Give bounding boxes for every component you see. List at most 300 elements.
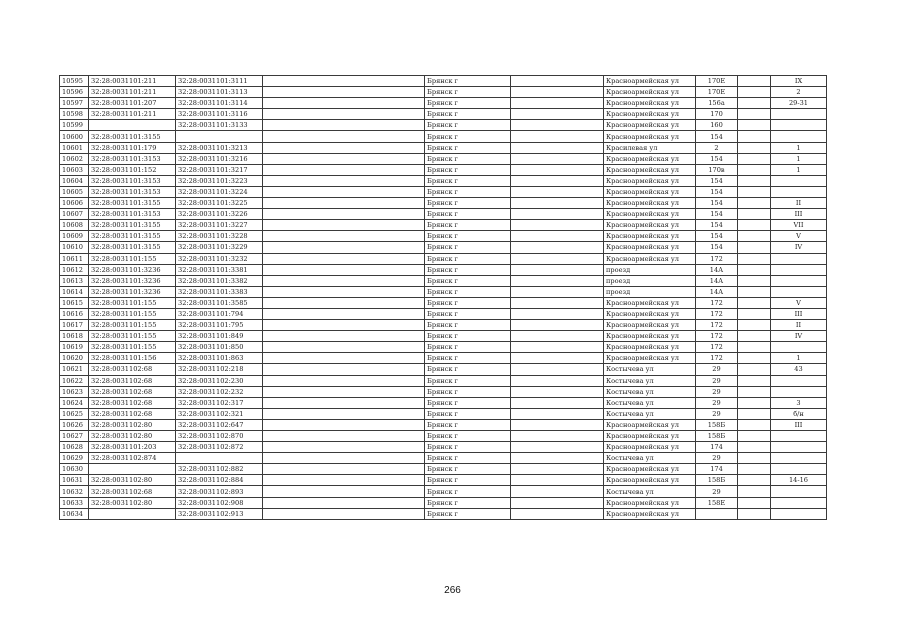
object-cadastral-number-cell: 32:28:0031102:884	[176, 475, 263, 486]
empty-cell-cell	[263, 87, 425, 98]
house-number-cell: 172	[696, 320, 738, 331]
empty-cell-cell	[263, 209, 425, 220]
empty-cell-cell	[263, 131, 425, 142]
street-cell: Красноармейская ул	[604, 109, 696, 120]
empty-cell-cell	[263, 242, 425, 253]
empty-cell-cell	[738, 186, 771, 197]
empty-cell-cell	[263, 153, 425, 164]
street-cell: Красноармейская ул	[604, 320, 696, 331]
apartment-number-cell	[771, 286, 827, 297]
empty-cell-cell	[738, 76, 771, 87]
apartment-number-cell: 29-31	[771, 98, 827, 109]
object-cadastral-number-cell: 32:28:0031102:647	[176, 419, 263, 430]
parcel-cadastral-number-cell: 32:28:0031101:3155	[89, 231, 176, 242]
object-cadastral-number-cell: 32:28:0031102:870	[176, 431, 263, 442]
table-row	[60, 164, 827, 175]
apartment-number-cell	[771, 442, 827, 453]
empty-cell-cell	[738, 308, 771, 319]
object-cadastral-number-cell: 32:28:0031101:3225	[176, 198, 263, 209]
apartment-number-cell: 2	[771, 87, 827, 98]
empty-cell-cell	[511, 186, 604, 197]
empty-cell-cell	[511, 475, 604, 486]
table-row	[60, 253, 827, 264]
parcel-cadastral-number-cell: 32:28:0031101:3155	[89, 198, 176, 209]
object-cadastral-number-cell: 32:28:0031101:863	[176, 353, 263, 364]
empty-cell-cell	[263, 198, 425, 209]
parcel-cadastral-number-cell: 32:28:0031101:156	[89, 353, 176, 364]
house-number-cell: 172	[696, 353, 738, 364]
parcel-cadastral-number-cell: 32:28:0031102:68	[89, 375, 176, 386]
street-cell: Красноармейская ул	[604, 508, 696, 519]
parcel-cadastral-number-cell: 32:28:0031101:155	[89, 308, 176, 319]
empty-cell-cell	[511, 353, 604, 364]
apartment-number-cell: III	[771, 419, 827, 430]
empty-cell-cell	[511, 264, 604, 275]
row-number-cell: 10601	[60, 142, 89, 153]
city-cell: Брянск г	[425, 209, 511, 220]
object-cadastral-number-cell: 32:28:0031101:3227	[176, 220, 263, 231]
register-table-body	[60, 76, 827, 520]
table-row	[60, 497, 827, 508]
parcel-cadastral-number-cell: 32:28:0031102:68	[89, 486, 176, 497]
house-number-cell: 154	[696, 186, 738, 197]
object-cadastral-number-cell: 32:28:0031101:3232	[176, 253, 263, 264]
table-row	[60, 142, 827, 153]
empty-cell-cell	[511, 375, 604, 386]
empty-cell-cell	[738, 442, 771, 453]
table-row	[60, 198, 827, 209]
house-number-cell	[696, 508, 738, 519]
row-number-cell: 10618	[60, 331, 89, 342]
apartment-number-cell: III	[771, 308, 827, 319]
empty-cell-cell	[263, 364, 425, 375]
empty-cell-cell	[511, 419, 604, 430]
parcel-cadastral-number-cell	[89, 508, 176, 519]
object-cadastral-number-cell: 32:28:0031101:3226	[176, 209, 263, 220]
empty-cell-cell	[511, 408, 604, 419]
row-number-cell: 10631	[60, 475, 89, 486]
object-cadastral-number-cell	[176, 453, 263, 464]
row-number-cell: 10615	[60, 297, 89, 308]
empty-cell-cell	[738, 475, 771, 486]
table-row	[60, 186, 827, 197]
city-cell: Брянск г	[425, 198, 511, 209]
object-cadastral-number-cell: 32:28:0031101:3111	[176, 76, 263, 87]
table-row	[60, 175, 827, 186]
city-cell: Брянск г	[425, 419, 511, 430]
empty-cell-cell	[738, 209, 771, 220]
empty-cell-cell	[511, 397, 604, 408]
row-number-cell: 10628	[60, 442, 89, 453]
empty-cell-cell	[511, 209, 604, 220]
street-cell: Красноармейская ул	[604, 497, 696, 508]
apartment-number-cell: V	[771, 297, 827, 308]
empty-cell-cell	[738, 87, 771, 98]
city-cell: Брянск г	[425, 297, 511, 308]
house-number-cell: 170в	[696, 164, 738, 175]
city-cell: Брянск г	[425, 253, 511, 264]
empty-cell-cell	[738, 264, 771, 275]
empty-cell-cell	[511, 286, 604, 297]
empty-cell-cell	[263, 76, 425, 87]
table-row	[60, 87, 827, 98]
table-row	[60, 408, 827, 419]
empty-cell-cell	[511, 431, 604, 442]
city-cell: Брянск г	[425, 386, 511, 397]
table-row	[60, 475, 827, 486]
apartment-number-cell	[771, 486, 827, 497]
house-number-cell: 158Б	[696, 475, 738, 486]
empty-cell-cell	[263, 453, 425, 464]
apartment-number-cell	[771, 175, 827, 186]
empty-cell-cell	[511, 453, 604, 464]
street-cell: Красноармейская ул	[604, 120, 696, 131]
empty-cell-cell	[263, 475, 425, 486]
house-number-cell: 14А	[696, 264, 738, 275]
table-row	[60, 131, 827, 142]
object-cadastral-number-cell: 32:28:0031102:872	[176, 442, 263, 453]
apartment-number-cell	[771, 431, 827, 442]
empty-cell-cell	[511, 231, 604, 242]
empty-cell-cell	[738, 508, 771, 519]
empty-cell-cell	[738, 419, 771, 430]
empty-cell-cell	[263, 419, 425, 430]
empty-cell-cell	[738, 320, 771, 331]
parcel-cadastral-number-cell: 32:28:0031101:3153	[89, 153, 176, 164]
apartment-number-cell	[771, 131, 827, 142]
empty-cell-cell	[263, 164, 425, 175]
empty-cell-cell	[511, 497, 604, 508]
row-number-cell: 10623	[60, 386, 89, 397]
row-number-cell: 10597	[60, 98, 89, 109]
apartment-number-cell	[771, 275, 827, 286]
city-cell: Брянск г	[425, 175, 511, 186]
empty-cell-cell	[738, 408, 771, 419]
street-cell: Красноармейская ул	[604, 431, 696, 442]
object-cadastral-number-cell: 32:28:0031101:3224	[176, 186, 263, 197]
parcel-cadastral-number-cell: 32:28:0031102:80	[89, 475, 176, 486]
row-number-cell: 10598	[60, 109, 89, 120]
city-cell: Брянск г	[425, 76, 511, 87]
empty-cell-cell	[511, 175, 604, 186]
city-cell: Брянск г	[425, 320, 511, 331]
house-number-cell: 172	[696, 342, 738, 353]
object-cadastral-number-cell: 32:28:0031102:893	[176, 486, 263, 497]
house-number-cell: 2	[696, 142, 738, 153]
row-number-cell: 10606	[60, 198, 89, 209]
object-cadastral-number-cell: 32:28:0031101:3383	[176, 286, 263, 297]
apartment-number-cell	[771, 120, 827, 131]
parcel-cadastral-number-cell: 32:28:0031102:80	[89, 419, 176, 430]
table-row	[60, 386, 827, 397]
apartment-number-cell	[771, 464, 827, 475]
street-cell: проезд	[604, 286, 696, 297]
parcel-cadastral-number-cell: 32:28:0031101:3155	[89, 131, 176, 142]
row-number-cell: 10607	[60, 209, 89, 220]
empty-cell-cell	[511, 464, 604, 475]
empty-cell-cell	[263, 386, 425, 397]
object-cadastral-number-cell: 32:28:0031101:3216	[176, 153, 263, 164]
street-cell: Красноармейская ул	[604, 153, 696, 164]
object-cadastral-number-cell: 32:28:0031102:230	[176, 375, 263, 386]
empty-cell-cell	[738, 397, 771, 408]
empty-cell-cell	[738, 353, 771, 364]
row-number-cell: 10608	[60, 220, 89, 231]
object-cadastral-number-cell	[176, 131, 263, 142]
parcel-cadastral-number-cell: 32:28:0031101:155	[89, 320, 176, 331]
row-number-cell: 10630	[60, 464, 89, 475]
city-cell: Брянск г	[425, 109, 511, 120]
house-number-cell: 156а	[696, 98, 738, 109]
street-cell: Костычева ул	[604, 386, 696, 397]
apartment-number-cell: IX	[771, 76, 827, 87]
house-number-cell: 29	[696, 397, 738, 408]
apartment-number-cell	[771, 453, 827, 464]
empty-cell-cell	[263, 175, 425, 186]
city-cell: Брянск г	[425, 364, 511, 375]
empty-cell-cell	[738, 453, 771, 464]
row-number-cell: 10603	[60, 164, 89, 175]
empty-cell-cell	[738, 275, 771, 286]
street-cell: Костычева ул	[604, 453, 696, 464]
empty-cell-cell	[511, 508, 604, 519]
empty-cell-cell	[738, 198, 771, 209]
table-row	[60, 220, 827, 231]
parcel-cadastral-number-cell: 32:28:0031101:3236	[89, 275, 176, 286]
row-number-cell: 10625	[60, 408, 89, 419]
empty-cell-cell	[263, 308, 425, 319]
house-number-cell: 170Е	[696, 76, 738, 87]
empty-cell-cell	[511, 320, 604, 331]
empty-cell-cell	[511, 386, 604, 397]
empty-cell-cell	[738, 375, 771, 386]
city-cell: Брянск г	[425, 153, 511, 164]
apartment-number-cell: 3	[771, 397, 827, 408]
empty-cell-cell	[263, 320, 425, 331]
empty-cell-cell	[511, 164, 604, 175]
empty-cell-cell	[263, 331, 425, 342]
parcel-cadastral-number-cell: 32:28:0031101:3153	[89, 186, 176, 197]
row-number-cell: 10629	[60, 453, 89, 464]
empty-cell-cell	[511, 275, 604, 286]
street-cell: Красноармейская ул	[604, 198, 696, 209]
table-row	[60, 442, 827, 453]
parcel-cadastral-number-cell: 32:28:0031102:80	[89, 497, 176, 508]
street-cell: Костычева ул	[604, 364, 696, 375]
empty-cell-cell	[263, 342, 425, 353]
table-row	[60, 320, 827, 331]
table-row	[60, 275, 827, 286]
apartment-number-cell	[771, 186, 827, 197]
object-cadastral-number-cell: 32:28:0031102:913	[176, 508, 263, 519]
row-number-cell: 10609	[60, 231, 89, 242]
empty-cell-cell	[738, 386, 771, 397]
city-cell: Брянск г	[425, 331, 511, 342]
city-cell: Брянск г	[425, 431, 511, 442]
empty-cell-cell	[511, 486, 604, 497]
row-number-cell: 10620	[60, 353, 89, 364]
empty-cell-cell	[511, 442, 604, 453]
city-cell: Брянск г	[425, 98, 511, 109]
street-cell: Костычева ул	[604, 408, 696, 419]
apartment-number-cell: 1	[771, 142, 827, 153]
table-row	[60, 342, 827, 353]
object-cadastral-number-cell: 32:28:0031102:218	[176, 364, 263, 375]
city-cell: Брянск г	[425, 397, 511, 408]
city-cell: Брянск г	[425, 87, 511, 98]
object-cadastral-number-cell: 32:28:0031101:3133	[176, 120, 263, 131]
table-row	[60, 231, 827, 242]
empty-cell-cell	[738, 131, 771, 142]
empty-cell-cell	[738, 164, 771, 175]
table-row	[60, 419, 827, 430]
empty-cell-cell	[511, 98, 604, 109]
row-number-cell: 10617	[60, 320, 89, 331]
object-cadastral-number-cell: 32:28:0031101:3223	[176, 175, 263, 186]
house-number-cell: 158Б	[696, 431, 738, 442]
city-cell: Брянск г	[425, 164, 511, 175]
row-number-cell: 10632	[60, 486, 89, 497]
parcel-cadastral-number-cell: 32:28:0031102:68	[89, 386, 176, 397]
city-cell: Брянск г	[425, 120, 511, 131]
row-number-cell: 10612	[60, 264, 89, 275]
object-cadastral-number-cell: 32:28:0031102:882	[176, 464, 263, 475]
city-cell: Брянск г	[425, 442, 511, 453]
apartment-number-cell: II	[771, 198, 827, 209]
empty-cell-cell	[511, 87, 604, 98]
empty-cell-cell	[738, 342, 771, 353]
row-number-cell: 10613	[60, 275, 89, 286]
empty-cell-cell	[738, 98, 771, 109]
empty-cell-cell	[511, 120, 604, 131]
street-cell: Красноармейская ул	[604, 297, 696, 308]
city-cell: Брянск г	[425, 275, 511, 286]
parcel-cadastral-number-cell: 32:28:0031101:152	[89, 164, 176, 175]
house-number-cell: 29	[696, 486, 738, 497]
empty-cell-cell	[738, 220, 771, 231]
empty-cell-cell	[511, 308, 604, 319]
empty-cell-cell	[263, 431, 425, 442]
empty-cell-cell	[511, 253, 604, 264]
street-cell: Красноармейская ул	[604, 131, 696, 142]
empty-cell-cell	[738, 253, 771, 264]
empty-cell-cell	[511, 142, 604, 153]
object-cadastral-number-cell: 32:28:0031102:321	[176, 408, 263, 419]
street-cell: Красноармейская ул	[604, 98, 696, 109]
apartment-number-cell	[771, 375, 827, 386]
empty-cell-cell	[263, 297, 425, 308]
street-cell: проезд	[604, 275, 696, 286]
object-cadastral-number-cell: 32:28:0031101:3228	[176, 231, 263, 242]
city-cell: Брянск г	[425, 453, 511, 464]
row-number-cell: 10619	[60, 342, 89, 353]
empty-cell-cell	[263, 508, 425, 519]
apartment-number-cell: V	[771, 231, 827, 242]
empty-cell-cell	[511, 242, 604, 253]
empty-cell-cell	[263, 486, 425, 497]
object-cadastral-number-cell: 32:28:0031101:3229	[176, 242, 263, 253]
empty-cell-cell	[738, 242, 771, 253]
house-number-cell: 29	[696, 364, 738, 375]
empty-cell-cell	[263, 231, 425, 242]
parcel-cadastral-number-cell: 32:28:0031101:203	[89, 442, 176, 453]
parcel-cadastral-number-cell: 32:28:0031101:3155	[89, 242, 176, 253]
street-cell: Красноармейская ул	[604, 253, 696, 264]
apartment-number-cell: II	[771, 320, 827, 331]
apartment-number-cell	[771, 264, 827, 275]
page-number: 266	[444, 585, 461, 596]
table-row	[60, 286, 827, 297]
row-number-cell: 10622	[60, 375, 89, 386]
object-cadastral-number-cell: 32:28:0031101:3382	[176, 275, 263, 286]
city-cell: Брянск г	[425, 464, 511, 475]
city-cell: Брянск г	[425, 186, 511, 197]
row-number-cell: 10602	[60, 153, 89, 164]
house-number-cell: 172	[696, 253, 738, 264]
table-row	[60, 209, 827, 220]
street-cell: Красноармейская ул	[604, 209, 696, 220]
street-cell: Красноармейская ул	[604, 442, 696, 453]
object-cadastral-number-cell: 32:28:0031101:850	[176, 342, 263, 353]
parcel-cadastral-number-cell: 32:28:0031101:207	[89, 98, 176, 109]
empty-cell-cell	[511, 342, 604, 353]
apartment-number-cell	[771, 508, 827, 519]
table-row	[60, 375, 827, 386]
empty-cell-cell	[263, 464, 425, 475]
city-cell: Брянск г	[425, 486, 511, 497]
object-cadastral-number-cell: 32:28:0031101:3381	[176, 264, 263, 275]
house-number-cell: 154	[696, 153, 738, 164]
empty-cell-cell	[263, 120, 425, 131]
empty-cell-cell	[263, 497, 425, 508]
city-cell: Брянск г	[425, 142, 511, 153]
apartment-number-cell: 1	[771, 164, 827, 175]
street-cell: Костычева ул	[604, 375, 696, 386]
parcel-cadastral-number-cell: 32:28:0031101:155	[89, 331, 176, 342]
city-cell: Брянск г	[425, 220, 511, 231]
row-number-cell: 10600	[60, 131, 89, 142]
empty-cell-cell	[263, 186, 425, 197]
street-cell: Красноармейская ул	[604, 220, 696, 231]
street-cell: Красноармейская ул	[604, 419, 696, 430]
parcel-cadastral-number-cell: 32:28:0031101:155	[89, 342, 176, 353]
apartment-number-cell: 1	[771, 353, 827, 364]
city-cell: Брянск г	[425, 508, 511, 519]
city-cell: Брянск г	[425, 375, 511, 386]
empty-cell-cell	[263, 353, 425, 364]
street-cell: Красноармейская ул	[604, 242, 696, 253]
house-number-cell: 172	[696, 308, 738, 319]
empty-cell-cell	[263, 275, 425, 286]
table-row	[60, 98, 827, 109]
row-number-cell: 10621	[60, 364, 89, 375]
row-number-cell: 10633	[60, 497, 89, 508]
table-row	[60, 397, 827, 408]
house-number-cell: 29	[696, 408, 738, 419]
empty-cell-cell	[738, 231, 771, 242]
parcel-cadastral-number-cell: 32:28:0031101:211	[89, 87, 176, 98]
object-cadastral-number-cell: 32:28:0031101:794	[176, 308, 263, 319]
empty-cell-cell	[511, 131, 604, 142]
empty-cell-cell	[738, 364, 771, 375]
empty-cell-cell	[738, 297, 771, 308]
row-number-cell: 10596	[60, 87, 89, 98]
empty-cell-cell	[263, 253, 425, 264]
empty-cell-cell	[511, 364, 604, 375]
house-number-cell: 154	[696, 198, 738, 209]
house-number-cell: 14А	[696, 275, 738, 286]
street-cell: Костычева ул	[604, 397, 696, 408]
